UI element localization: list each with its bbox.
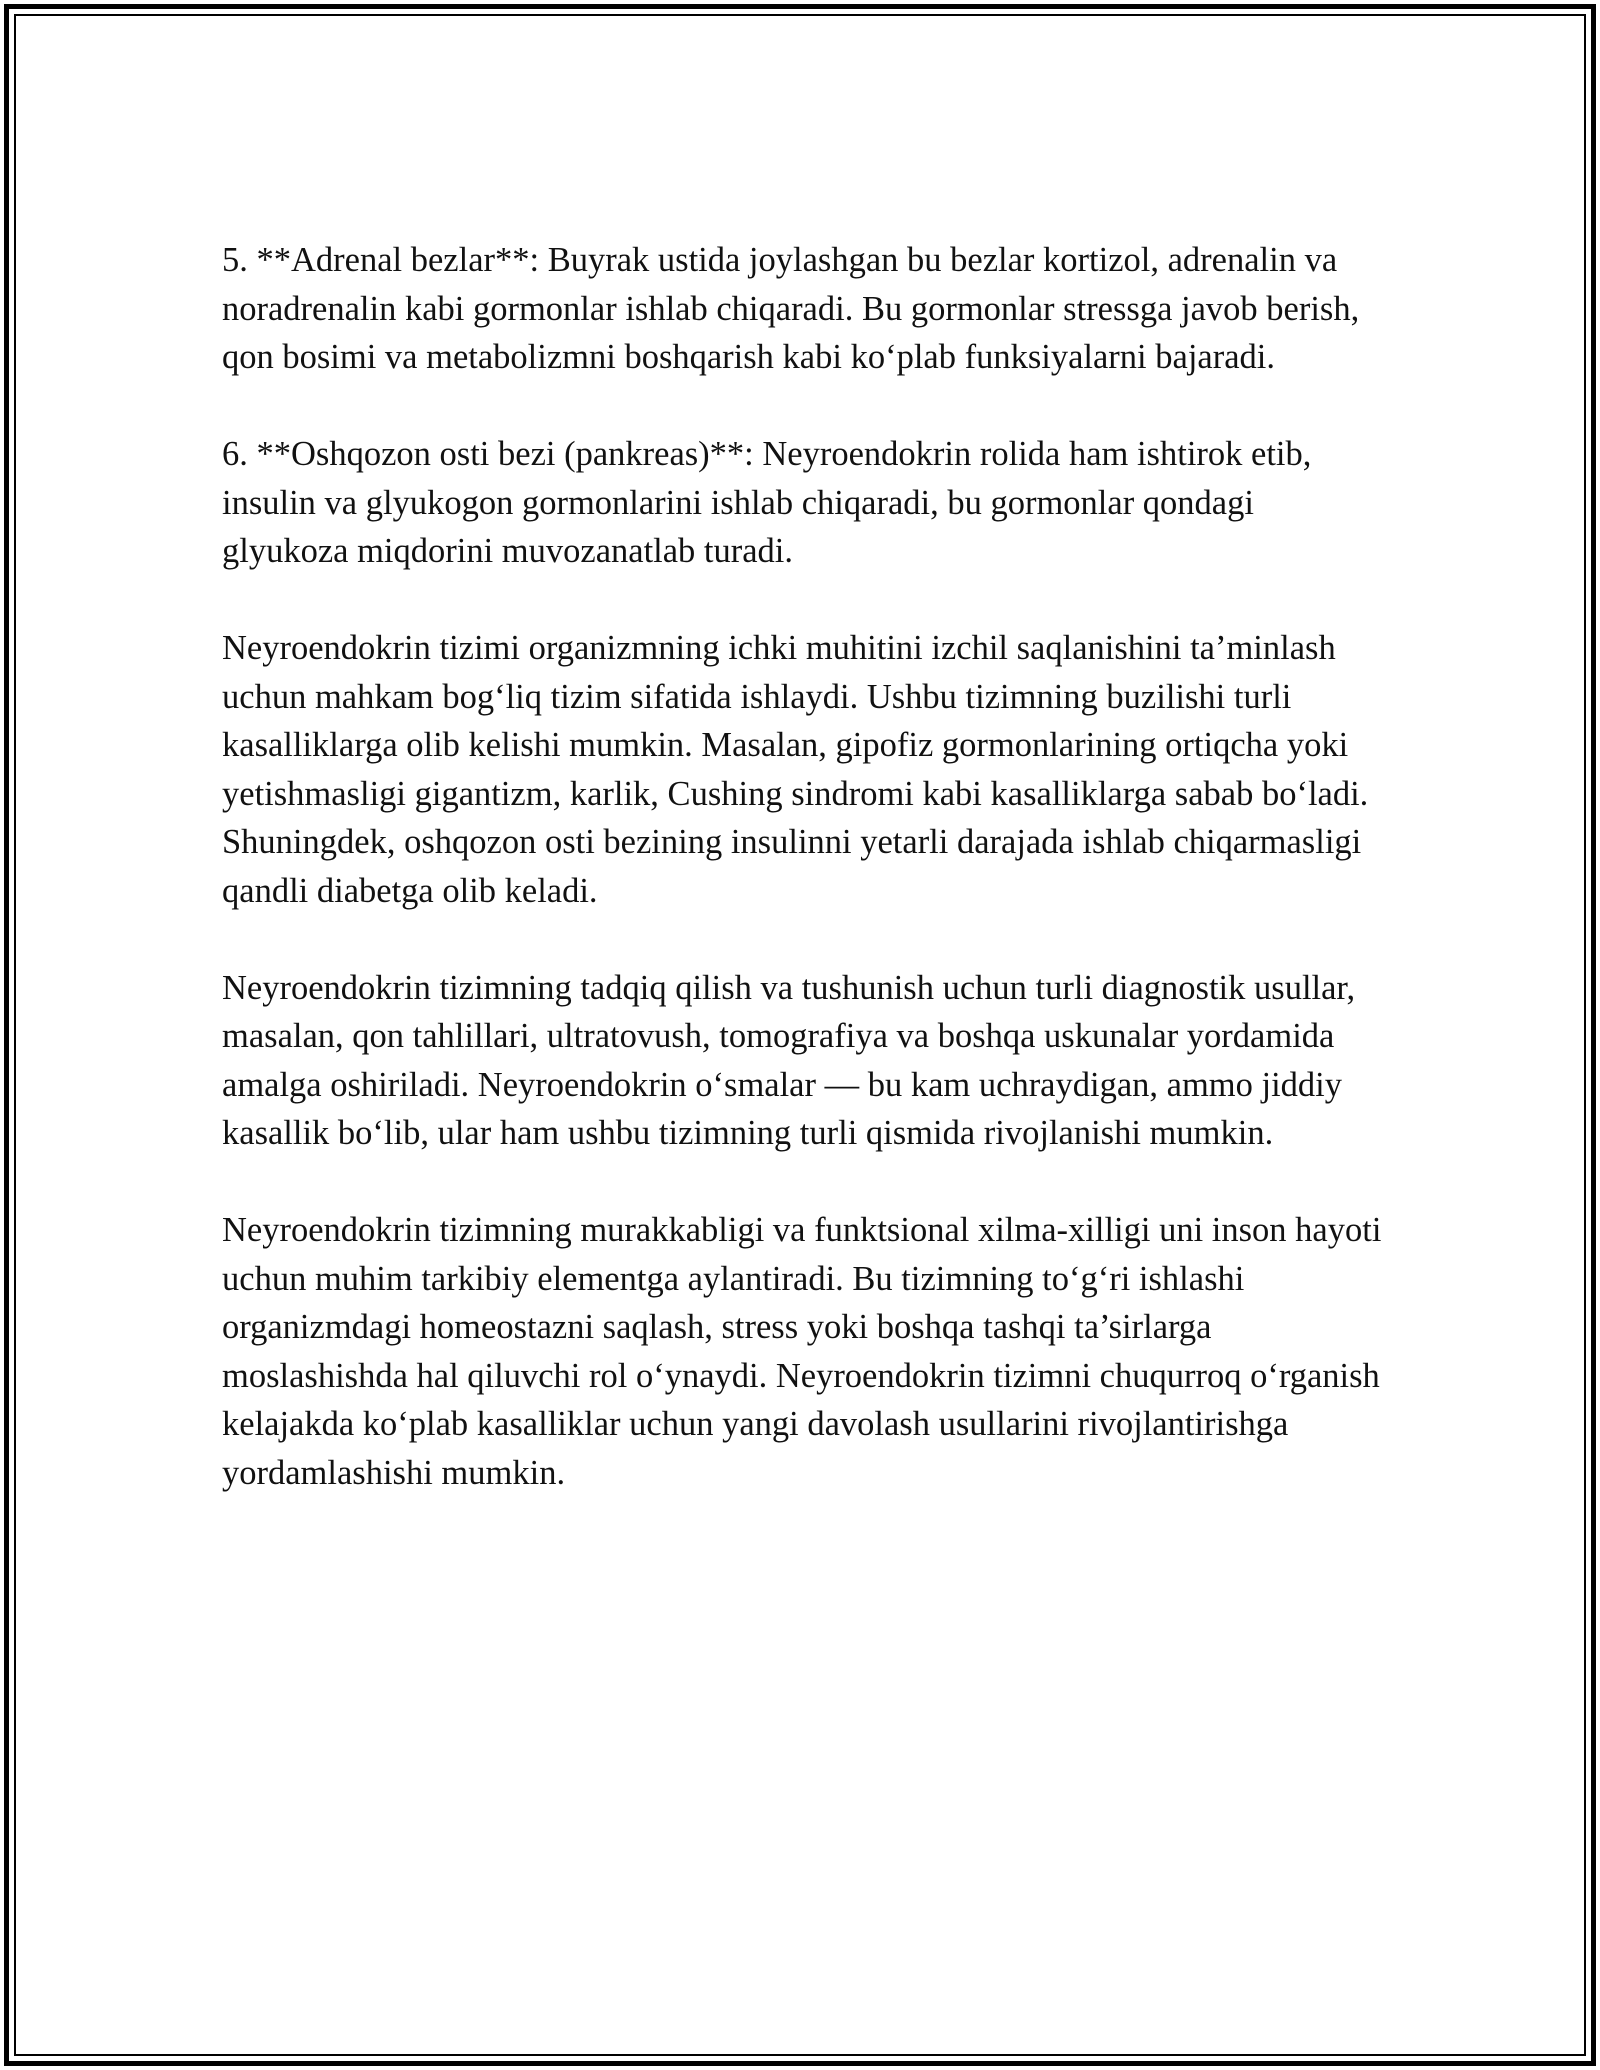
paragraph-adrenal-glands: 5. **Adrenal bezlar**: Buyrak ustida joylashgan bu bezlar kortizol, adrenalin va noradrenalin kabi gormonlar ishlab chiqaradi. Bu gormonlar stressga javob berish, qon bosimi va metabolizmni boshqarish kabi ko‘plab funksiyalarni bajaradi. [222, 241, 1360, 376]
paragraph-diagnostics: Neyroendokrin tizimning tadqiq qilish va tushunish uchun turli diagnostik usullar, masalan, qon tahlillari, ultratovush, tomografiya va boshqa uskunalar yordamida amalga oshiriladi. Neyroendokrin o‘smalar — bu kam uchraydigan, ammo jiddiy kasallik bo‘lib, ular ham ushbu tizimning turli qismida rivojlanishi mumkin. [222, 968, 1356, 1152]
paragraph-pancreas: 6. **Oshqozon osti bezi (pankreas)**: Neyroendokrin rolida ham ishtirok etib, insulin va glyukogon gormonlarini ishlab chiqaradi, bu gormonlar qondagi glyukoza miqdorini muvozanatlab turadi. [222, 435, 1312, 570]
paragraph-system-disorders: Neyroendokrin tizimi organizmning ichki muhitini izchil saqlanishini ta’minlash uchun mahkam bog‘liq tizim sifatida ishlaydi. Ushbu tizimning buzilishi turli kasalliklarga olib kelishi mumkin. Masalan, gipofiz gormonlarining ortiqcha yoki yetishmasligi gigantizm, karlik, Cushing sindromi kabi kasalliklarga sabab bo‘ladi. Shuningdek, oshqozon osti bezining insulinni yetarli darajada ishlab chiqarmasligi qandli diabetga olib keladi. [222, 629, 1369, 910]
paragraph-conclusion: Neyroendokrin tizimning murakkabligi va funktsional xilma-xilligi uni inson hayoti uchun muhim tarkibiy elementga aylantiradi. Bu tizimning to‘g‘ri ishlashi organizmdagi homeostazni saqlash, stress yoki boshqa tashqi ta’sirlarga moslashishda hal qiluvchi rol o‘ynaydi. Neyroendokrin tizimni chuqurroq o‘rganish kelajakda ko‘plab kasalliklar uchun yangi davolash usullarini rivojlantirishga yordamlashishi mumkin. [222, 1211, 1382, 1492]
document-body [222, 236, 1382, 1546]
